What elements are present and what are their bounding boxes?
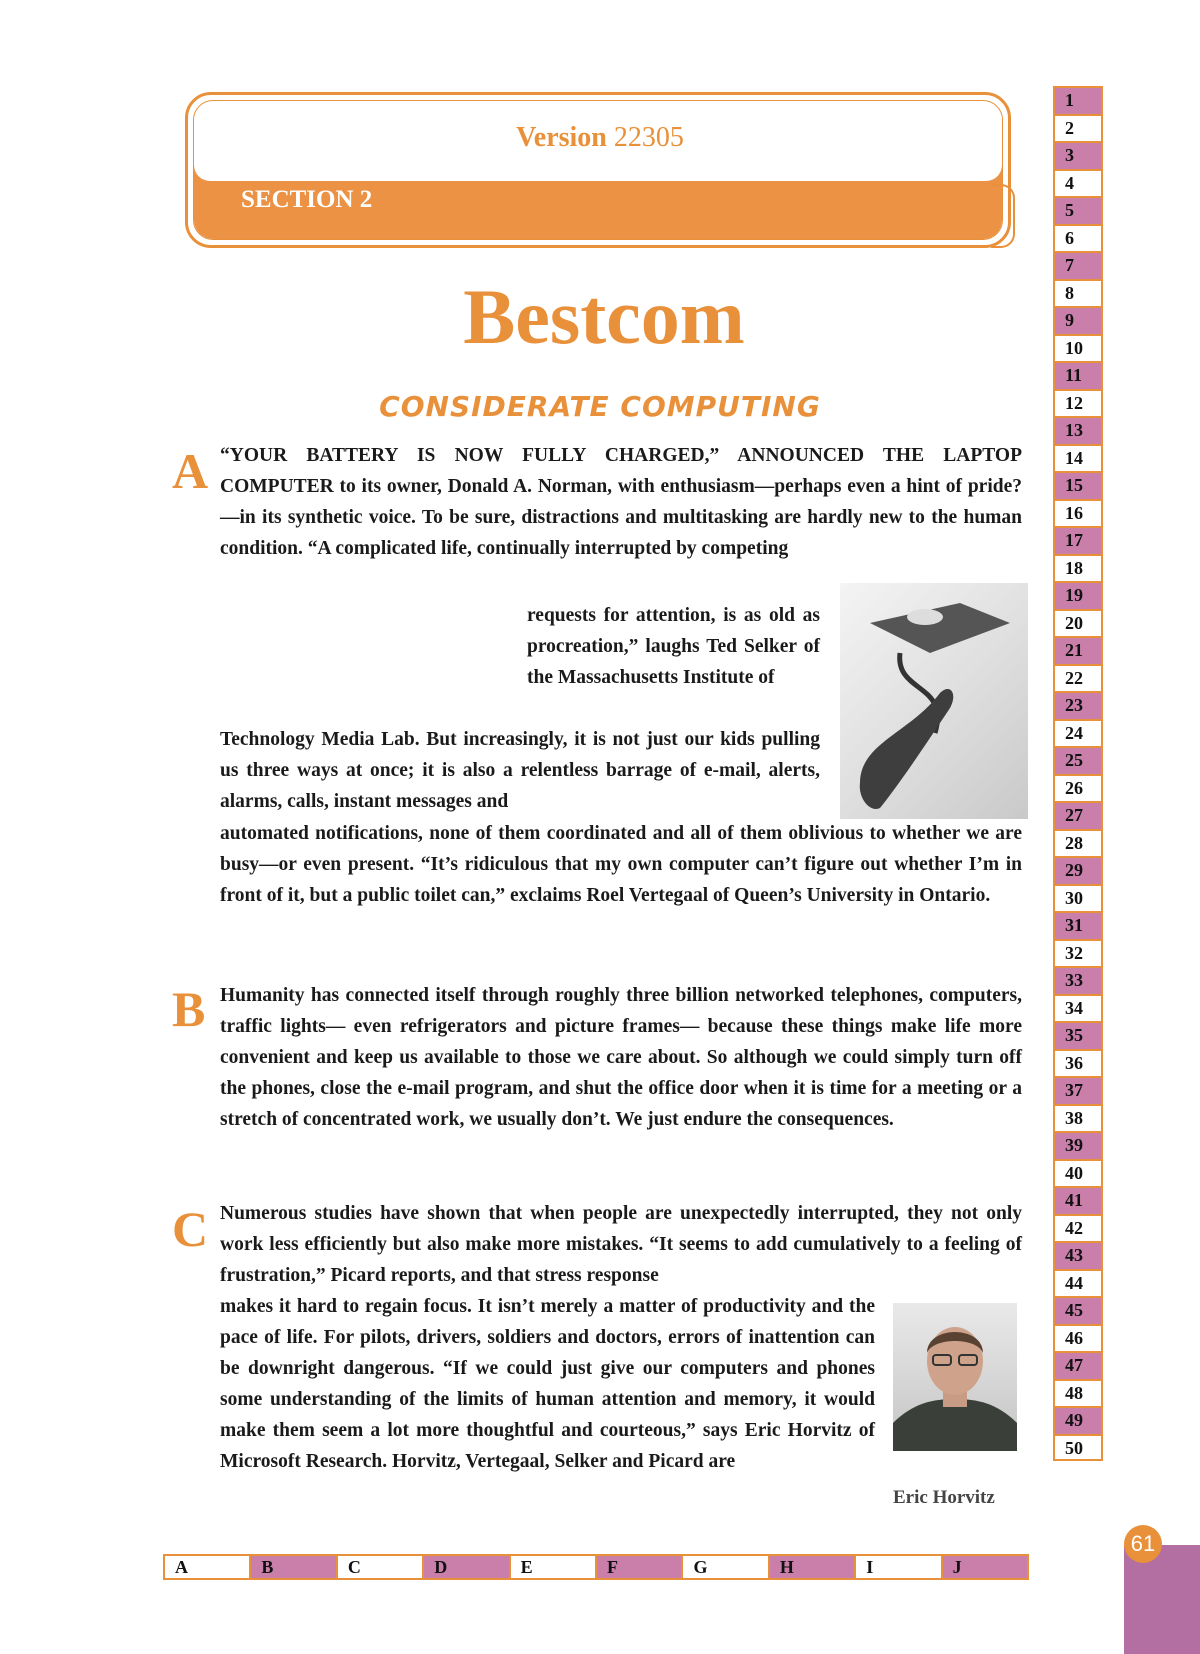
question-number-cell: 36: [1053, 1049, 1103, 1077]
paragraph-a-top: “YOUR BATTERY IS NOW FULLY CHARGED,” ANNOUNCED THE LAPTOP COMPUTER to its owner, Donald A. Norman, with enthusiasm—perhaps even a hint of pride?—in its synthetic voice. To be sure, distractions and multitasking are hardly new to the human condition. “A complicated life, continually interrupted by competing: [220, 445, 1022, 559]
question-number-cell: 47: [1053, 1351, 1103, 1379]
question-number-cell: 38: [1053, 1104, 1103, 1132]
paragraph-a-end: automated notifications, none of them coordinated and all of them oblivious to whether we are busy—or even present. “It’s ridiculous that my own computer can’t figure out whether I’m in front of it, but a public toilet can,” exclaims Roel Vertegaal of Queen’s University in Ontario.: [220, 823, 1022, 906]
question-number-cell: 10: [1053, 334, 1103, 362]
telephone-photo: [840, 583, 1028, 819]
question-number-cell: 35: [1053, 1021, 1103, 1049]
question-number-cell: 1: [1053, 86, 1103, 114]
answer-letter-cell: H: [770, 1556, 856, 1578]
paragraph-c-top: Numerous studies have shown that when people are unexpectedly interrupted, they not only work less efficiently but also make more mistakes. “It seems to add cumulatively to a feeling of frustration,” Picard reports, and that stress response: [220, 1203, 1022, 1286]
paragraph-b: Humanity has connected itself through roughly three billion networked telephones, computers, traffic lights— even refrigerators and picture frames— because these things make life more convenient and keep us available to those we care about. So although we could simply turn off the phones, close the e-mail program, and shut the office door when it is time for a meeting or a stretch of concentrated work, we usually don’t. We just endure the consequences.: [220, 985, 1022, 1130]
question-number-cell: 49: [1053, 1406, 1103, 1434]
question-number-cell: 37: [1053, 1076, 1103, 1104]
question-number-cell: 22: [1053, 664, 1103, 692]
banner-inner-frame: [193, 100, 1003, 240]
paragraph-letter-b: B: [172, 981, 206, 1037]
question-number-cell: 20: [1053, 609, 1103, 637]
question-number-cell: 2: [1053, 114, 1103, 142]
question-number-cell: 4: [1053, 169, 1103, 197]
section-label: SECTION 2: [241, 186, 373, 213]
paragraph-a-wrap: requests for attention, is as old as procreation,” laughs Ted Selker of the Massachusetts Institute of: [527, 605, 820, 688]
answer-letter-cell: A: [165, 1556, 251, 1578]
question-number-cell: 24: [1053, 719, 1103, 747]
question-number-cell: 45: [1053, 1296, 1103, 1324]
question-number-cell: 44: [1053, 1269, 1103, 1297]
question-number-cell: 28: [1053, 829, 1103, 857]
question-number-cell: 8: [1053, 279, 1103, 307]
question-number-cell: 41: [1053, 1186, 1103, 1214]
question-number-cell: 9: [1053, 306, 1103, 334]
question-number-cell: 30: [1053, 884, 1103, 912]
answer-letter-strip: [163, 1554, 1029, 1580]
question-number-cell: 6: [1053, 224, 1103, 252]
question-number-cell: 18: [1053, 554, 1103, 582]
question-number-cell: 42: [1053, 1214, 1103, 1242]
question-number-cell: 23: [1053, 691, 1103, 719]
question-number-cell: 43: [1053, 1241, 1103, 1269]
answer-letter-cell: I: [856, 1556, 942, 1578]
answer-letter-cell: F: [597, 1556, 683, 1578]
question-number-cell: 26: [1053, 774, 1103, 802]
answer-letter-cell: J: [943, 1556, 1027, 1578]
eric-horvitz-photo: [893, 1303, 1017, 1451]
question-number-cell: 13: [1053, 416, 1103, 444]
answer-letter-cell: C: [338, 1556, 424, 1578]
paragraph-letter-a: A: [172, 443, 209, 499]
page-number: 61: [1124, 1525, 1162, 1563]
answer-letter-cell: D: [424, 1556, 510, 1578]
question-number-cell: 25: [1053, 746, 1103, 774]
page-subtitle: CONSIDERATE COMPUTING: [379, 390, 821, 423]
question-number-cell: 12: [1053, 389, 1103, 417]
question-number-cell: 29: [1053, 856, 1103, 884]
question-number-cell: 32: [1053, 939, 1103, 967]
answer-letter-cell: B: [251, 1556, 337, 1578]
question-number-cell: 31: [1053, 911, 1103, 939]
photo-caption: Eric Horvitz: [893, 1487, 995, 1508]
paragraph-c-wrap: makes it hard to regain focus. It isn’t merely a matter of productivity and the pace of life. For pilots, drivers, soldiers and doctors, errors of inattention can be downright dangerous. “If we could just give our computers and phones some understanding of the limits of human attention and memory, it would make them seem a lot more thoughtful and courteous,” says Eric Horvitz of Microsoft Research. Horvitz, Vertegaal, Selker and Picard are: [220, 1296, 875, 1472]
question-number-cell: 50: [1053, 1434, 1103, 1462]
answer-letter-cell: G: [683, 1556, 769, 1578]
question-number-cell: 40: [1053, 1159, 1103, 1187]
question-number-cell: 33: [1053, 966, 1103, 994]
question-number-cell: 15: [1053, 471, 1103, 499]
question-number-cell: 11: [1053, 361, 1103, 389]
question-number-cell: 7: [1053, 251, 1103, 279]
question-number-cell: 16: [1053, 499, 1103, 527]
header-banner: [185, 92, 1015, 252]
paragraph-a-bottom: Technology Media Lab. But increasingly, it is not just our kids pulling us three ways at once; it is also a relentless barrage of e-mail, alerts, alarms, calls, instant messages and: [220, 729, 820, 812]
question-number-cell: 46: [1053, 1324, 1103, 1352]
banner-curl-decoration: [991, 184, 1015, 248]
question-number-cell: 21: [1053, 636, 1103, 664]
question-number-cell: 19: [1053, 581, 1103, 609]
question-number-cell: 5: [1053, 196, 1103, 224]
paragraph-letter-c: C: [172, 1201, 209, 1257]
question-number-cell: 14: [1053, 444, 1103, 472]
question-number-cell: 3: [1053, 141, 1103, 169]
question-number-cell: 27: [1053, 801, 1103, 829]
question-number-cell: 39: [1053, 1131, 1103, 1159]
answer-letter-cell: E: [511, 1556, 597, 1578]
question-number-cell: 48: [1053, 1379, 1103, 1407]
question-number-cell: 17: [1053, 526, 1103, 554]
question-number-strip: [1053, 86, 1107, 1461]
version-label: Version 22305: [516, 122, 684, 153]
page-title: Bestcom: [463, 273, 745, 360]
question-number-cell: 34: [1053, 994, 1103, 1022]
